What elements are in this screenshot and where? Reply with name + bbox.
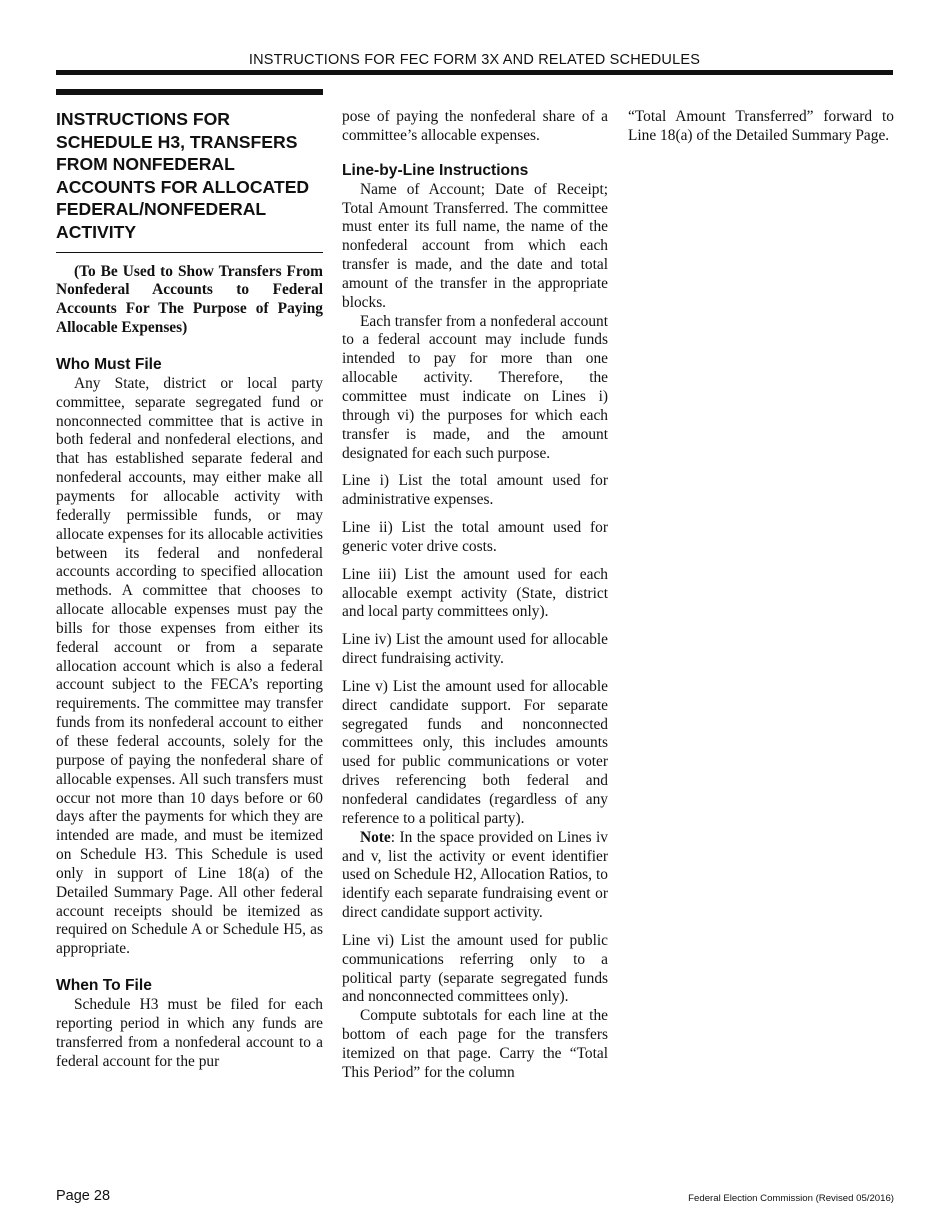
who-must-file-body: Any State, district or local party committee, separate segregated fund or nonconnected committee that is active in both federal and nonfederal elections, and that has established separate federal and nonfederal accounts, may either make all payments for allocable activity with federally permissible funds, or may allocate expenses for its allocable activities between its federal and nonfederal accounts according to specified allocation methods. A committee that chooses to allocate allocable expenses must pay the bills for those expenses from either its federal account or from a separate allocation account which is also a federal account subject to the FECA’s reporting requirements. The committee may transfer funds from its nonfederal account to either of these federal accounts, solely for the purpose of paying the nonfederal share of allocable expenses. All such transfers must occur not more than 10 days before or 60 days after the payments for which they are intended are made, and must be itemized on Schedule H3. This Schedule is used only in support of Line 18(a) of the Detailed Summary Page. All other federal account receipts should be itemized as required on Schedule A or Schedule H5, as appropriate. <box>56 374 323 958</box>
note-paragraph <box>342 829 608 923</box>
section-title: INSTRUCTIONS FOR SCHEDULE H3, TRANSFERS FROM NONFEDERAL ACCOUNTS FOR ALLOCATED FEDERAL/NONFEDERAL ACTIVITY <box>56 108 323 253</box>
line-i-instruction: Line i) List the total amount used for administrative expenses. <box>342 472 608 509</box>
line-by-line-intro-1: Name of Account; Date of Receipt; Total Amount Transferred. The committee must enter its full name, the name of the nonfederal account from which each transfer is made, and the date and total amount of the transfer in the appropriate blocks. <box>342 180 608 311</box>
line-v-instruction: Line v) List the amount used for allocable direct candidate support. For separate segregated funds and nonconnected committees only, this includes amounts used for public communications or voter drives referencing both federal and nonfederal candidates (regardless of any reference to a political party). <box>342 677 608 827</box>
subtotals-instruction-continued: “Total Amount Transferred” forward to Line 18(a) of the Detailed Summary Page. <box>628 108 894 144</box>
when-to-file-heading: When To File <box>56 977 152 995</box>
line-vi-instruction: Line vi) List the amount used for public communications referring only to a political party (separate segregated funds and nonconnected committees only). <box>342 931 608 1006</box>
line-by-line-intro-2: Each transfer from a nonfederal account to a federal account may include funds intended to pay for more than one allocable activity. Therefore, the committee must indicate on Lines i) through vi) the purposes for which each transfer is made, and the amount designated for each such purpose. <box>342 312 608 462</box>
footer-credit: Federal Election Commission (Revised 05/2016) <box>688 1193 894 1204</box>
line-by-line-heading: Line-by-Line Instructions <box>342 161 529 179</box>
column-title-rule <box>56 89 323 95</box>
subtotals-instruction: Compute subtotals for each line at the bottom of each page for the transfers itemized on that page. Carry the “Total This Period” for the column <box>342 1007 608 1081</box>
when-to-file-body: Schedule H3 must be filed for each reporting period in which any funds are transferred from a nonfederal account to a federal account for the pur <box>56 996 323 1070</box>
when-to-file-body-continued: pose of paying the nonfederal share of a committee’s allocable expenses. <box>342 108 608 144</box>
column-2 <box>342 108 608 1083</box>
section-subtitle: (To Be Used to Show Transfers From Nonfederal Accounts to Federal Accounts For The Purpose of Paying Allocable Expenses) <box>56 262 323 337</box>
page-number: Page 28 <box>56 1188 111 1204</box>
line-iv-instruction: Line iv) List the amount used for allocable direct fundraising activity. <box>342 631 608 668</box>
column-3 <box>628 108 894 146</box>
who-must-file-heading: Who Must File <box>56 355 162 373</box>
note-text: : In the space provided on Lines iv and v, list the activity or event identifier used on Schedule H2, Allocation Ratios, to identify each separate fundraising event or direct candidate support activity. <box>342 828 608 922</box>
line-ii-instruction: Line ii) List the total amount used for generic voter drive costs. <box>342 519 608 555</box>
line-iii-instruction: Line iii) List the amount used for each allocable exempt activity (State, district and local party committees only). <box>342 565 608 621</box>
header-rule <box>56 70 893 75</box>
running-header: INSTRUCTIONS FOR FEC FORM 3X AND RELATED SCHEDULES <box>248 52 701 68</box>
column-1 <box>56 108 323 1071</box>
note-label: Note <box>360 828 391 846</box>
